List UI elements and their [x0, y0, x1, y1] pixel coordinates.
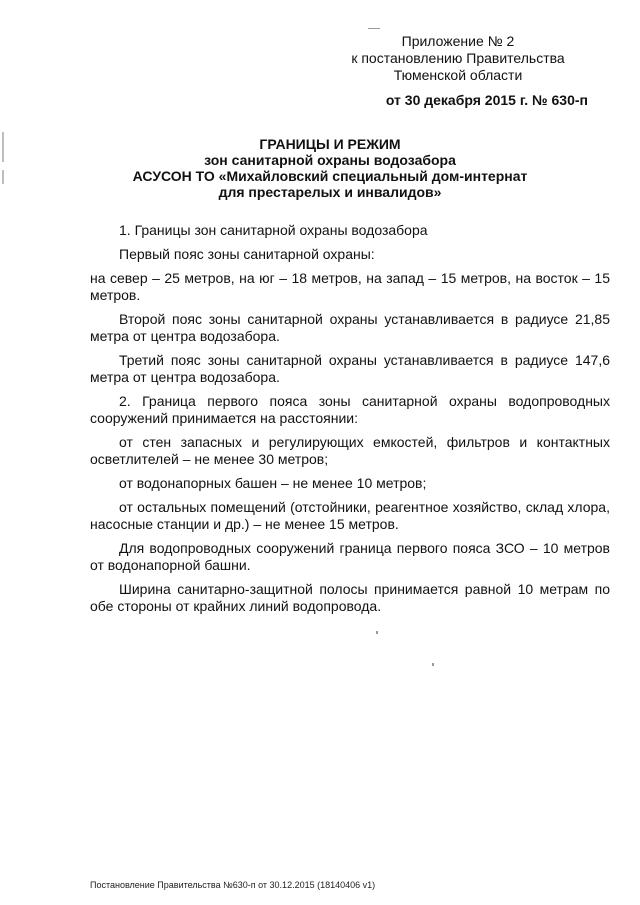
scan-speck [376, 631, 378, 634]
paragraph: Третий пояс зоны санитарной охраны устанавливается в радиусе 147,6 метра от центра водозабора. [90, 352, 610, 385]
appendix-number: Приложение № 2 [401, 33, 515, 49]
document-body [90, 222, 610, 622]
scan-speck [368, 28, 380, 29]
title-line-3: АСУСОН ТО «Михайловский специальный дом-интернат [132, 168, 528, 184]
appendix-date-number: от 30 декабря 2015 г. № 630-п [385, 92, 588, 108]
paragraph: Второй пояс зоны санитарной охраны устанавливается в радиусе 21,85 метра от центра водозабора. [90, 311, 610, 344]
appendix-header [328, 33, 588, 109]
paragraph: на север – 25 метров, на юг – 18 метров, на запад – 15 метров, на восток – 15 метров. [90, 270, 610, 303]
appendix-resolution-ref: к постановлению Правительства [351, 50, 565, 66]
paragraph: от стен запасных и регулирующих емкостей, фильтров и контактных осветлителей – не менее 30 метров; [90, 434, 610, 467]
paragraph: Для водопроводных сооружений граница первого пояса ЗСО – 10 метров от водонапорной башни. [90, 540, 610, 573]
paragraph: от водонапорных башен – не менее 10 метров; [119, 475, 427, 491]
document-footer: Постановление Правительства №630-п от 30.12.2015 (18140406 v1) [90, 880, 376, 890]
appendix-region: Тюменской области [393, 67, 523, 83]
title-line-1: ГРАНИЦЫ И РЕЖИМ [259, 136, 401, 152]
title-line-2: зон санитарной охраны водозабора [204, 152, 456, 168]
paragraph: Ширина санитарно-защитной полосы принимается равной 10 метрам по обе стороны от крайних линий водопровода. [90, 581, 610, 614]
paragraph: 2. Граница первого пояса зоны санитарной охраны водопроводных сооружений принимается на расстоянии: [90, 393, 610, 426]
paragraph: от остальных помещений (отстойники, реагентное хозяйство, склад хлора, насосные станции и др.) – не менее 15 метров. [90, 499, 610, 532]
title-line-4: для престарелых и инвалидов» [218, 184, 442, 200]
paragraph: 1. Границы зон санитарной охраны водозабора [119, 222, 428, 238]
scan-margin-mark [2, 170, 4, 184]
scan-speck [432, 663, 434, 666]
paragraph: Первый пояс зоны санитарной охраны: [119, 246, 375, 262]
scan-margin-mark [2, 132, 4, 162]
document-title [90, 136, 570, 200]
